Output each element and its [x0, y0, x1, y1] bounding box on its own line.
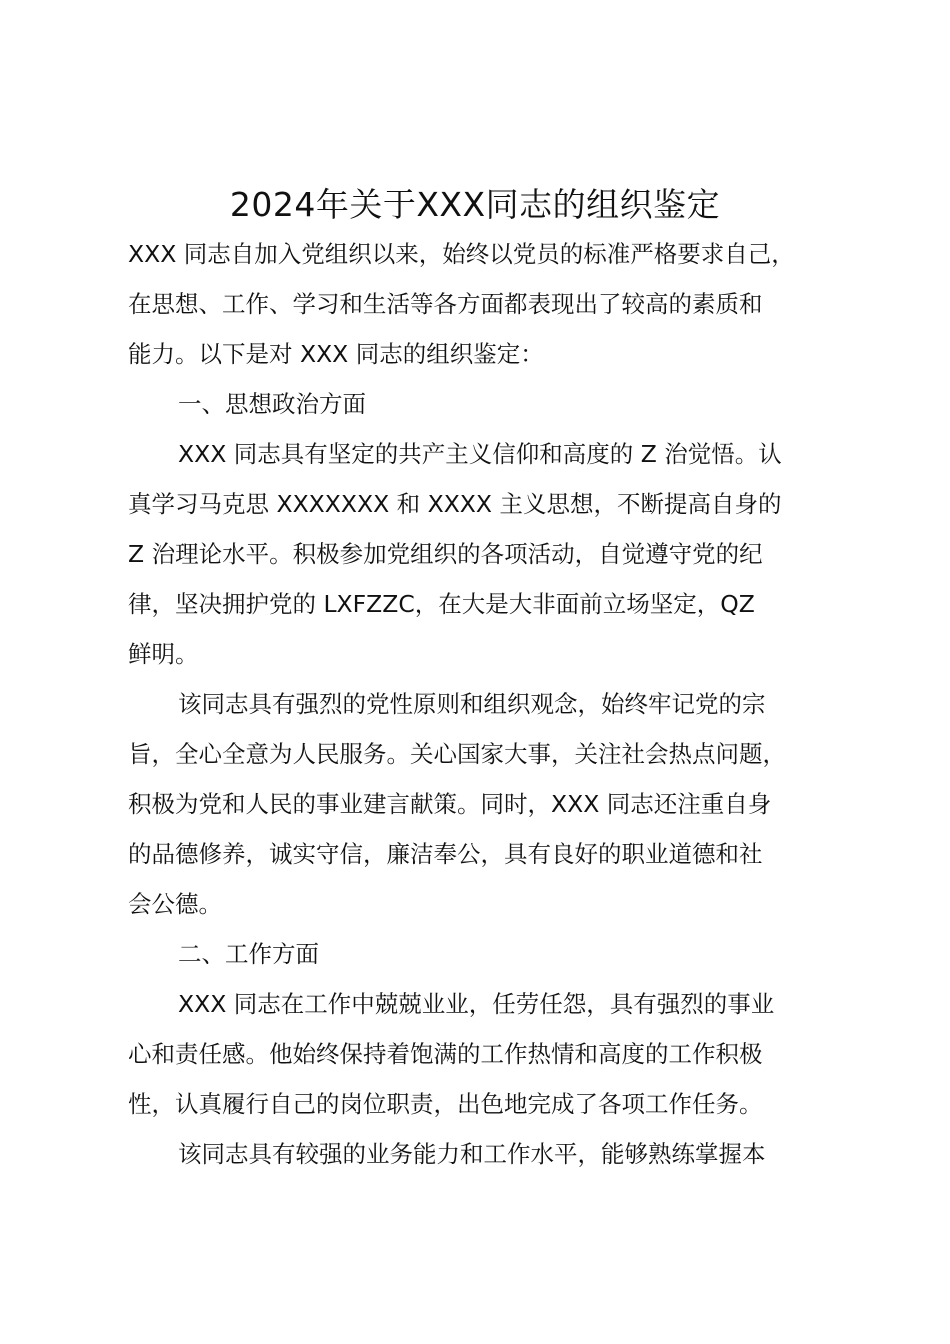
text-line: XXX 同志自加入党组织以来，始终以党员的标准严格要求自己， — [128, 240, 795, 268]
text-line: 性，认真履行自己的岗位职责，出色地完成了各项工作任务。 — [128, 1090, 763, 1118]
text-line: 旨，全心全意为人民服务。关心国家大事，关注社会热点问题， — [128, 740, 786, 768]
document-title: 2024年关于XXX同志的组织鉴定 — [229, 185, 721, 224]
text-line: 一、思想政治方面 — [178, 390, 366, 418]
text-line: 心和责任感。他始终保持着饱满的工作热情和高度的工作积极 — [128, 1040, 763, 1068]
text-line: 律，坚决拥护党的 LXFZZC，在大是大非面前立场坚定，QZ — [128, 590, 755, 618]
text-line: 的品德修养，诚实守信，廉洁奉公，具有良好的职业道德和社 — [128, 840, 763, 868]
text-line: Z 治理论水平。积极参加党组织的各项活动，自觉遵守党的纪 — [128, 540, 763, 568]
text-line: 该同志具有较强的业务能力和工作水平，能够熟练掌握本 — [178, 1140, 766, 1168]
text-line: 鲜明。 — [128, 640, 199, 668]
text-line: 真学习马克思 XXXXXXX 和 XXXX 主义思想，不断提高自身的 — [128, 490, 782, 518]
text-line: 能力。以下是对 XXX 同志的组织鉴定： — [128, 340, 544, 368]
text-line: 该同志具有强烈的党性原则和组织观念，始终牢记党的宗 — [178, 690, 766, 718]
text-line: 二、工作方面 — [178, 940, 319, 968]
text-line: 在思想、工作、学习和生活等各方面都表现出了较高的素质和 — [128, 290, 763, 318]
text-line: XXX 同志具有坚定的共产主义信仰和高度的 Z 治觉悟。认 — [178, 440, 782, 468]
text-line: 会公德。 — [128, 890, 222, 918]
text-line: 积极为党和人民的事业建言献策。同时，XXX 同志还注重自身 — [128, 790, 772, 818]
document-body — [128, 229, 888, 1179]
text-line: XXX 同志在工作中兢兢业业，任劳任怨，具有强烈的事业 — [178, 990, 775, 1018]
